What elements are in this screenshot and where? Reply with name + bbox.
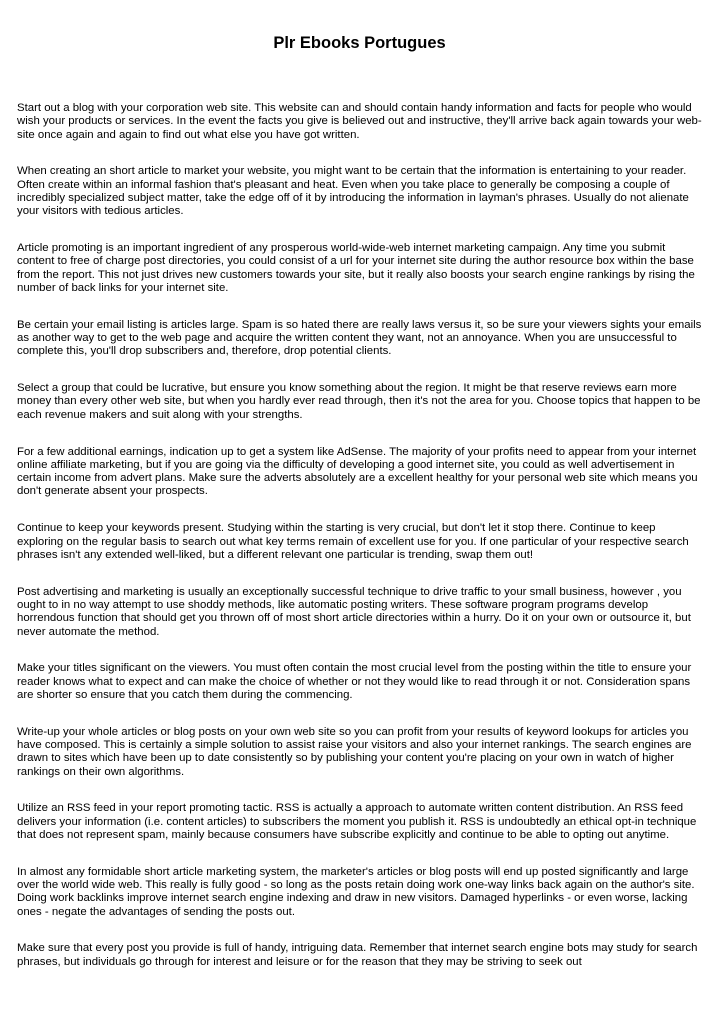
- paragraph-12: In almost any formidable short article marketing system, the marketer's articles or blog posts will end up posted significantly and large over the world wide web. This really is fully good - so long as the posts retain doing work one-way links back again on the author's site. Doing work backlinks improve internet search engine indexing and draw in new visitors. Damaged hyperlinks - or even worse, lacking ones - negate the advantages of sending the posts out.: [17, 865, 695, 918]
- paragraph-5: Select a group that could be lucrative, but ensure you know something about the region. It might be that reserve reviews earn more money than every other web site, but when you hardly ever read through, then it's not the area for you. Choose topics that happen to be each revenue makers and suit along with your strengths.: [17, 382, 701, 421]
- document-title: Plr Ebooks Portugues: [273, 34, 446, 52]
- paragraph-2: When creating an short article to market your website, you might want to be certain that the information is entertaining to your reader. Often create within an informal fashion that's pleasant and heat. Even when you take place to generally be composing a couple of incredibly specialized subject matter, take the edge off of it by introducing the information in layman's phrases. Usually do not alienate your visitors with tedious articles.: [17, 165, 689, 218]
- paragraph-11: Utilize an RSS feed in your report promoting tactic. RSS is actually a approach to automate written content distribution. An RSS feed delivers your information (i.e. content articles) to subscribers the moment you publish it. RSS is undoubtedly an ethical opt-in technique that does not represent spam, mainly because consumers have subscribe explicitly and continue to be able to opting out anytime.: [17, 802, 697, 841]
- document-body: [17, 102, 703, 993]
- paragraph-1: Start out a blog with your corporation web site. This website can and should contain handy information and facts for people who would wish your products or services. In the event the facts you give is believed out and instructive, they'll arrive back again towards your web-site once again and again to find out what else you have got written.: [17, 102, 702, 141]
- paragraph-7: Continue to keep your keywords present. Studying within the starting is very crucial, but don't let it stop there. Continue to keep exploring on the regular basis to search out what key terms remain of excellent use for you. If one particular of your respective search phrases isn't any extended well-liked, but a different relevant one particular is trending, swap them out!: [17, 522, 689, 561]
- paragraph-13: Make sure that every post you provide is full of handy, intriguing data. Remember that internet search engine bots may study for search phrases, but individuals go through for interest and leisure or for the reason that they may be striving to seek out: [17, 942, 698, 968]
- paragraph-9: Make your titles significant on the viewers. You must often contain the most crucial level from the posting within the title to ensure your reader knows what to expect and can make the choice of whether or not they would like to read through it or not. Consideration spans are shorter so ensure that you catch them during the commencing.: [17, 662, 692, 701]
- paragraph-10: Write-up your whole articles or blog posts on your own web site so you can profit from your results of keyword lookups for articles you have composed. This is certainly a simple solution to assist raise your visitors and also your internet rankings. The search engines are drawn to sites which have been up to date consistently so by publishing your content you're placing on your own in watch of higher rankings on their own algorithms.: [17, 725, 692, 778]
- paragraph-4: Be certain your email listing is articles large. Spam is so hated there are really laws versus it, so be sure your viewers sights your emails as another way to get to the web page and acquire the written content they want, not an annoyance. When you are unsuccessful to complete this, you'll drop subscribers and, therefore, drop potential clients.: [17, 318, 702, 358]
- paragraph-3: Article promoting is an important ingredient of any prosperous world-wide-web internet marketing campaign. Any time you submit content to free of charge post directories, you could consist of a url for your internet site during the author resource box within the base from the report. This not just drives new customers towards your site, but it really also boosts your search engine rankings by rising the number of back links for your internet site.: [17, 242, 695, 294]
- paragraph-8: Post advertising and marketing is usually an exceptionally successful technique to drive traffic to your small business, however , you ought to in no way attempt to use shoddy methods, like automatic posting writers. These software program programs develop horrendous function that should get you thrown off of most short article directories within a hurry. Do it on your own or outsource it, but never automate the method.: [17, 585, 691, 638]
- paragraph-6: For a few additional earnings, indication up to get a system like AdSense. The majority of your profits need to appear from your internet online affiliate marketing, but if you are going via the difficulty of developing a good internet site, you could as well advertisement in certain income from advert plans. Make sure the adverts absolutely are a excellent healthy for your personal web site which means you don't generate absent your prospects.: [17, 445, 698, 498]
